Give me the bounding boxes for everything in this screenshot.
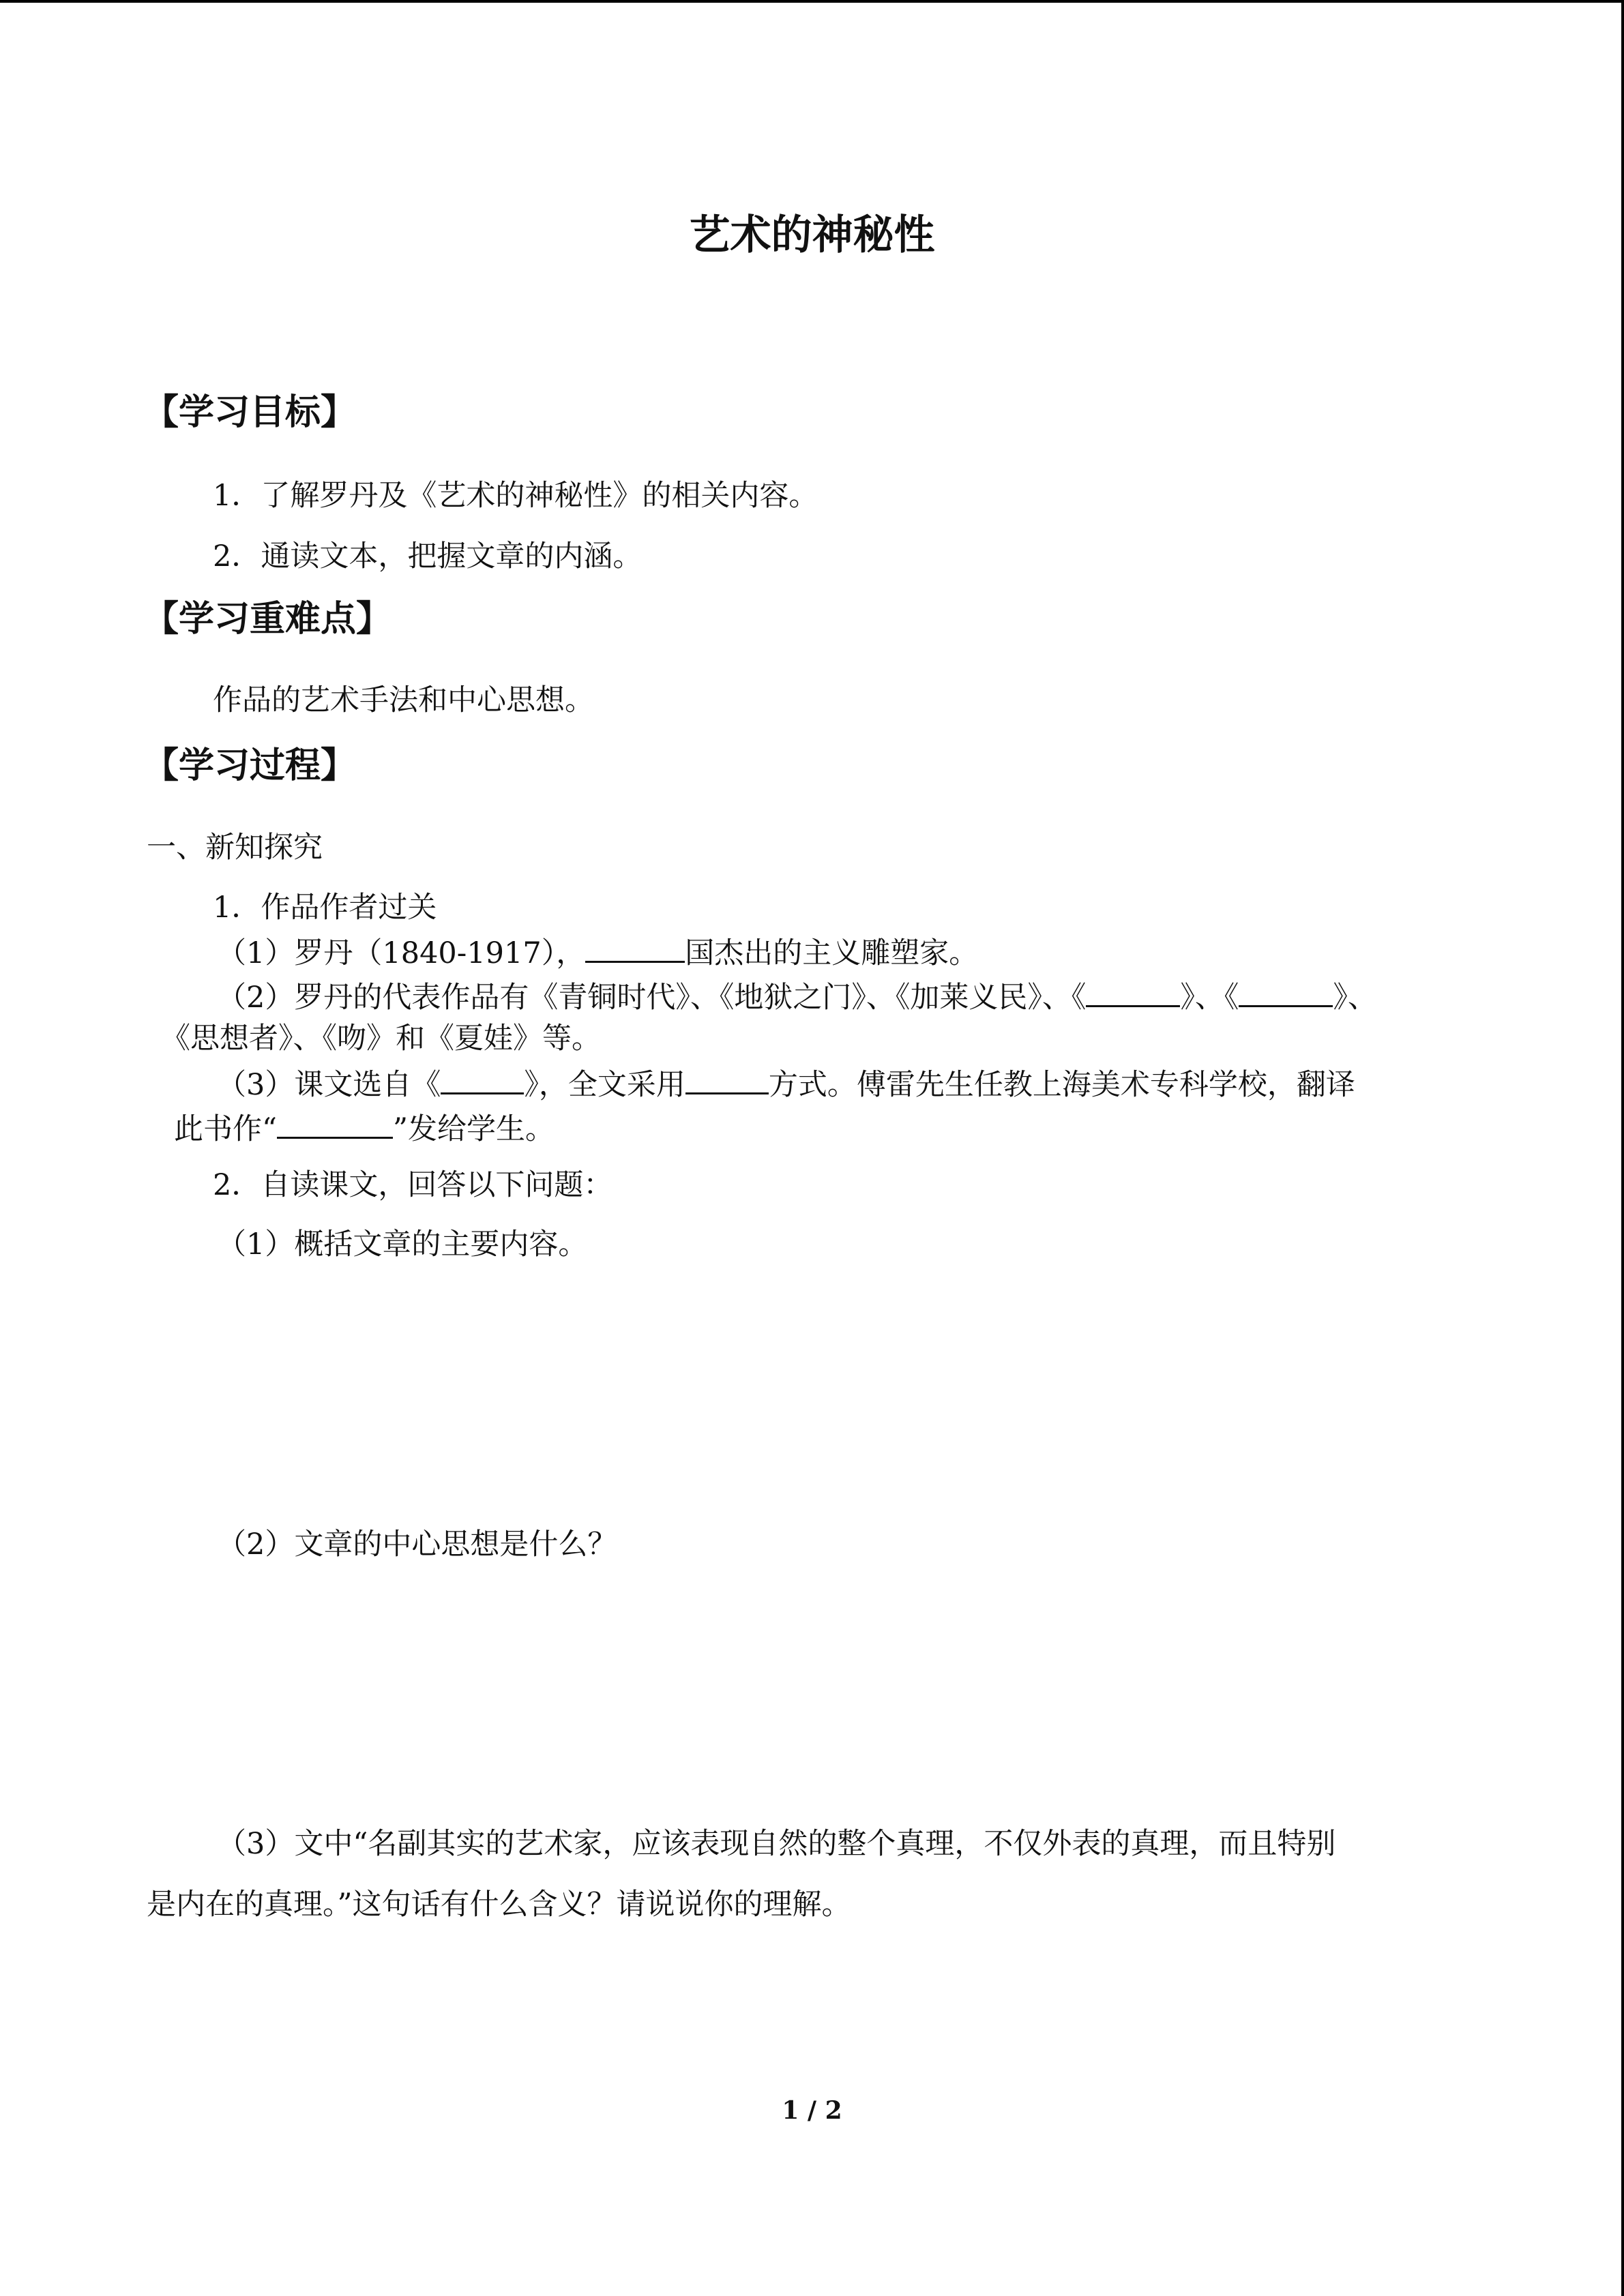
q1-sub2-text-b: 》、《 [1180, 981, 1239, 1015]
q1-sub1-text-b: 国杰出的主义雕塑家。 [685, 936, 979, 970]
question-1-sub-1 [217, 931, 978, 974]
q1-sub2-text-a: （2）罗丹的代表作品有《青铜时代》、《地狱之门》、《加莱义民》、《 [217, 981, 1087, 1015]
question-1-sub-3 [217, 1062, 1355, 1105]
objectives-heading: 【学习目标】 [143, 392, 357, 433]
key-points-text: 作品的艺术手法和中心思想。 [213, 683, 594, 717]
document-title: 艺术的神秘性 [689, 211, 935, 259]
question-1-sub-2-cont: 《思想者》、《吻》和《夏娃》等。 [161, 1022, 601, 1056]
question-1-label: 1．作品作者过关 [213, 891, 437, 925]
question-2-sub-2: （2）文章的中心思想是什么？ [217, 1527, 617, 1562]
question-2-sub-3-line-2: 是内在的真理。”这句话有什么含义？请说说你的理解。 [147, 1888, 851, 1922]
q1-sub1-text-a: （1）罗丹（1840-1917）， [217, 936, 586, 970]
q1-sub3-text-d: 此书作“ [174, 1112, 277, 1146]
fill-blank-title[interactable] [277, 1107, 393, 1139]
key-points-heading: 【学习重难点】 [143, 599, 392, 640]
question-1-sub-3-cont [174, 1107, 555, 1150]
q1-sub3-text-a: （3）课文选自《 [217, 1068, 441, 1102]
question-1-sub-2 [217, 975, 1377, 1018]
fill-blank-country[interactable] [585, 931, 685, 963]
objective-item-2: 2．通读文本，把握文章的内涵。 [213, 539, 643, 573]
q1-sub3-text-c: 方式。傅雷先生任教上海美术专科学校，翻译 [768, 1068, 1355, 1102]
page-top-border [0, 0, 1624, 3]
part-one-label: 一、新知探究 [147, 831, 323, 865]
question-2-label: 2．自读课文，回答以下问题： [213, 1168, 613, 1202]
page-number: 1 / 2 [782, 2096, 842, 2125]
q1-sub2-text-c: 》、 [1333, 981, 1377, 1015]
q1-sub3-text-e: ”发给学生。 [392, 1112, 555, 1146]
question-2-sub-3-line-1: （3）文中“名副其实的艺术家，应该表现自然的整个真理，不仅外表的真理，而且特别 [217, 1827, 1336, 1861]
fill-blank-source[interactable] [441, 1062, 524, 1094]
fill-blank-work-1[interactable] [1086, 975, 1180, 1007]
fill-blank-method[interactable] [685, 1062, 769, 1094]
fill-blank-work-2[interactable] [1239, 975, 1333, 1007]
question-2-sub-1: （1）概括文章的主要内容。 [217, 1227, 588, 1262]
objective-item-1: 1．了解罗丹及《艺术的神秘性》的相关内容。 [213, 479, 818, 513]
process-heading: 【学习过程】 [143, 745, 357, 786]
page-right-border [1621, 0, 1624, 2296]
q1-sub3-text-b: 》，全文采用 [524, 1068, 685, 1102]
